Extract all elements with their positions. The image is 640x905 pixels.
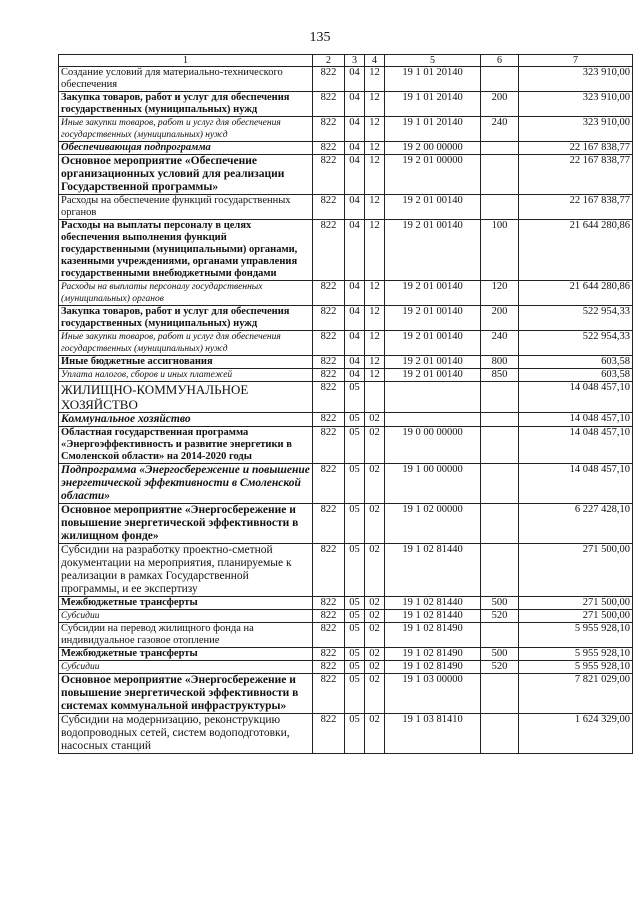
row-section-code: 05 (345, 623, 365, 648)
row-name-cell: Расходы на выплаты персоналу в целях обеспечения выполнения функций государственными (муниципальными) органами, казенными учреждениями, органами управления государственными внебюджетными фондами (59, 220, 313, 281)
row-amount: 603,58 (519, 356, 633, 369)
row-subsection-code: 12 (365, 220, 385, 281)
row-name-cell: Основное мероприятие «Обеспечение организационных условий для реализации Государственной программы» (59, 155, 313, 195)
row-section-code: 04 (345, 306, 365, 331)
row-subsection-code: 02 (365, 714, 385, 754)
row-expense-type-code (481, 623, 519, 648)
row-section-code: 04 (345, 142, 365, 155)
header-col-6: 6 (481, 55, 519, 67)
row-ministry-code: 822 (313, 544, 345, 597)
row-ministry-code: 822 (313, 67, 345, 92)
row-name-cell: Основное мероприятие «Энергосбережение и повышение энергетической эффективности в жилищном фонде» (59, 504, 313, 544)
table-row (59, 92, 633, 117)
row-section-code: 04 (345, 220, 365, 281)
row-amount: 22 167 838,77 (519, 195, 633, 220)
row-amount: 5 955 928,10 (519, 648, 633, 661)
row-name-cell: Создание условий для материально-технического обеспечения (59, 67, 313, 92)
row-expense-type-code (481, 427, 519, 464)
row-name-cell: Субсидии (59, 661, 313, 674)
row-section-code: 05 (345, 544, 365, 597)
row-ministry-code: 822 (313, 356, 345, 369)
row-ministry-code: 822 (313, 195, 345, 220)
row-subsection-code: 12 (365, 67, 385, 92)
row-subsection-code: 02 (365, 544, 385, 597)
row-section-code: 05 (345, 382, 365, 413)
row-section-code: 04 (345, 67, 365, 92)
table-row (59, 597, 633, 610)
header-col-7: 7 (519, 55, 633, 67)
row-name-cell: Субсидии на разработку проектно-сметной документации на мероприятия, планируемые к реализации в рамках Государственной программы, и ее экспертизу (59, 544, 313, 597)
row-name-cell: Обеспечивающая подпрограмма (59, 142, 313, 155)
row-target-code: 19 1 02 81440 (385, 610, 481, 623)
header-col-3: 3 (345, 55, 365, 67)
row-expense-type-code (481, 464, 519, 504)
row-name-cell: Расходы на выплаты персоналу государственных (муниципальных) органов (59, 281, 313, 306)
row-subsection-code: 12 (365, 155, 385, 195)
table-row (59, 427, 633, 464)
row-target-code: 19 1 03 00000 (385, 674, 481, 714)
row-amount: 522 954,33 (519, 331, 633, 356)
row-section-code: 04 (345, 92, 365, 117)
row-amount: 603,58 (519, 369, 633, 382)
row-subsection-code: 02 (365, 674, 385, 714)
table-row (59, 413, 633, 427)
table-row (59, 195, 633, 220)
row-amount: 323 910,00 (519, 92, 633, 117)
row-name-cell: Иные закупки товаров, работ и услуг для обеспечения государственных (муниципальных) нужд (59, 117, 313, 142)
table-row (59, 623, 633, 648)
row-name-cell: Межбюджетные трансферты (59, 648, 313, 661)
row-target-code: 19 1 02 81440 (385, 597, 481, 610)
table-row (59, 382, 633, 413)
row-ministry-code: 822 (313, 142, 345, 155)
row-subsection-code: 02 (365, 623, 385, 648)
page-number: 135 (309, 30, 331, 45)
row-ministry-code: 822 (313, 623, 345, 648)
row-section-code: 05 (345, 504, 365, 544)
row-ministry-code: 822 (313, 610, 345, 623)
row-target-code: 19 1 01 20140 (385, 92, 481, 117)
row-section-code: 04 (345, 356, 365, 369)
row-amount: 14 048 457,10 (519, 413, 633, 427)
table-row (59, 306, 633, 331)
row-amount: 5 955 928,10 (519, 623, 633, 648)
row-expense-type-code (481, 504, 519, 544)
header-col-4: 4 (365, 55, 385, 67)
row-expense-type-code (481, 544, 519, 597)
row-target-code: 19 1 02 81490 (385, 623, 481, 648)
row-ministry-code: 822 (313, 92, 345, 117)
row-name-cell: Межбюджетные трансферты (59, 597, 313, 610)
row-target-code: 19 1 02 00000 (385, 504, 481, 544)
table-row (59, 544, 633, 597)
row-section-code: 04 (345, 331, 365, 356)
row-subsection-code: 12 (365, 331, 385, 356)
row-subsection-code: 02 (365, 504, 385, 544)
table-row (59, 220, 633, 281)
row-ministry-code: 822 (313, 306, 345, 331)
row-amount: 21 644 280,86 (519, 220, 633, 281)
row-amount: 323 910,00 (519, 117, 633, 142)
table-row (59, 142, 633, 155)
row-ministry-code: 822 (313, 382, 345, 413)
row-expense-type-code: 200 (481, 92, 519, 117)
row-target-code: 19 2 00 00000 (385, 142, 481, 155)
row-expense-type-code (481, 413, 519, 427)
table-row (59, 661, 633, 674)
row-ministry-code: 822 (313, 117, 345, 142)
row-section-code: 04 (345, 155, 365, 195)
row-target-code: 19 1 01 20140 (385, 67, 481, 92)
header-col-1: 1 (59, 55, 313, 67)
row-target-code: 19 1 02 81490 (385, 648, 481, 661)
row-ministry-code: 822 (313, 597, 345, 610)
header-col-5: 5 (385, 55, 481, 67)
row-target-code: 19 2 01 00140 (385, 369, 481, 382)
row-amount: 14 048 457,10 (519, 464, 633, 504)
row-ministry-code: 822 (313, 413, 345, 427)
row-amount: 271 500,00 (519, 610, 633, 623)
table-row (59, 648, 633, 661)
row-ministry-code: 822 (313, 369, 345, 382)
row-amount: 271 500,00 (519, 597, 633, 610)
row-ministry-code: 822 (313, 674, 345, 714)
row-amount: 21 644 280,86 (519, 281, 633, 306)
row-section-code: 05 (345, 413, 365, 427)
row-expense-type-code: 520 (481, 610, 519, 623)
row-subsection-code: 02 (365, 427, 385, 464)
row-expense-type-code: 520 (481, 661, 519, 674)
row-ministry-code: 822 (313, 464, 345, 504)
row-name-cell: Субсидии на модернизацию, реконструкцию водопроводных сетей, систем водоподготовки, насосных станций (59, 714, 313, 754)
table-row (59, 155, 633, 195)
row-expense-type-code (481, 714, 519, 754)
row-target-code (385, 413, 481, 427)
row-target-code: 19 2 01 00140 (385, 281, 481, 306)
table-row (59, 117, 633, 142)
row-target-code: 19 2 01 00140 (385, 331, 481, 356)
row-expense-type-code: 240 (481, 117, 519, 142)
row-section-code: 04 (345, 195, 365, 220)
row-ministry-code: 822 (313, 331, 345, 356)
row-expense-type-code: 500 (481, 597, 519, 610)
row-subsection-code: 02 (365, 597, 385, 610)
row-subsection-code: 12 (365, 281, 385, 306)
row-amount: 7 821 029,00 (519, 674, 633, 714)
row-expense-type-code: 120 (481, 281, 519, 306)
row-section-code: 05 (345, 714, 365, 754)
row-amount: 5 955 928,10 (519, 661, 633, 674)
row-section-code: 04 (345, 369, 365, 382)
row-subsection-code: 02 (365, 648, 385, 661)
table-row (59, 67, 633, 92)
row-amount: 1 624 329,00 (519, 714, 633, 754)
row-section-code: 05 (345, 610, 365, 623)
row-ministry-code: 822 (313, 661, 345, 674)
row-ministry-code: 822 (313, 281, 345, 306)
row-name-cell: Закупка товаров, работ и услуг для обеспечения государственных (муниципальных) нужд (59, 92, 313, 117)
row-expense-type-code (481, 674, 519, 714)
row-expense-type-code: 500 (481, 648, 519, 661)
row-amount: 6 227 428,10 (519, 504, 633, 544)
row-target-code (385, 382, 481, 413)
budget-table (58, 54, 633, 754)
row-subsection-code: 12 (365, 195, 385, 220)
table-row (59, 504, 633, 544)
row-name-cell: Субсидии (59, 610, 313, 623)
row-amount: 22 167 838,77 (519, 155, 633, 195)
row-target-code: 19 2 01 00140 (385, 195, 481, 220)
row-amount: 14 048 457,10 (519, 427, 633, 464)
row-expense-type-code: 100 (481, 220, 519, 281)
table-header-row (59, 55, 633, 67)
row-subsection-code: 02 (365, 413, 385, 427)
row-ministry-code: 822 (313, 427, 345, 464)
row-expense-type-code: 200 (481, 306, 519, 331)
row-name-cell: Субсидии на перевод жилищного фонда на индивидуальное газовое отопление (59, 623, 313, 648)
row-expense-type-code: 240 (481, 331, 519, 356)
row-expense-type-code (481, 67, 519, 92)
row-expense-type-code (481, 382, 519, 413)
row-expense-type-code (481, 142, 519, 155)
row-target-code: 19 1 02 81440 (385, 544, 481, 597)
row-ministry-code: 822 (313, 155, 345, 195)
row-expense-type-code: 800 (481, 356, 519, 369)
row-subsection-code: 12 (365, 92, 385, 117)
table-row (59, 464, 633, 504)
row-section-code: 04 (345, 117, 365, 142)
row-amount: 323 910,00 (519, 67, 633, 92)
row-section-code: 05 (345, 661, 365, 674)
row-amount: 22 167 838,77 (519, 142, 633, 155)
row-ministry-code: 822 (313, 648, 345, 661)
row-section-code: 04 (345, 281, 365, 306)
row-amount: 271 500,00 (519, 544, 633, 597)
row-section-code: 05 (345, 464, 365, 504)
row-name-cell: Расходы на обеспечение функций государственных органов (59, 195, 313, 220)
row-name-cell: Иные бюджетные ассигнования (59, 356, 313, 369)
table-row (59, 610, 633, 623)
row-subsection-code: 12 (365, 117, 385, 142)
row-subsection-code: 12 (365, 369, 385, 382)
table-row (59, 331, 633, 356)
row-amount: 14 048 457,10 (519, 382, 633, 413)
row-target-code: 19 1 00 00000 (385, 464, 481, 504)
row-expense-type-code (481, 195, 519, 220)
table-row (59, 356, 633, 369)
row-subsection-code: 02 (365, 610, 385, 623)
row-target-code: 19 1 01 20140 (385, 117, 481, 142)
row-subsection-code: 12 (365, 306, 385, 331)
row-section-code: 05 (345, 648, 365, 661)
row-target-code: 19 1 02 81490 (385, 661, 481, 674)
row-amount: 522 954,33 (519, 306, 633, 331)
row-target-code: 19 2 01 00140 (385, 356, 481, 369)
row-name-cell: Уплата налогов, сборов и иных платежей (59, 369, 313, 382)
row-subsection-code: 12 (365, 142, 385, 155)
row-ministry-code: 822 (313, 220, 345, 281)
row-ministry-code: 822 (313, 714, 345, 754)
row-subsection-code: 12 (365, 356, 385, 369)
row-name-cell: Подпрограмма «Энергосбережение и повышение энергетической эффективности в Смоленской области» (59, 464, 313, 504)
row-subsection-code: 02 (365, 661, 385, 674)
row-name-cell: Основное мероприятие «Энергосбережение и повышение энергетической эффективности в системах коммунальной инфраструктуры» (59, 674, 313, 714)
row-target-code: 19 1 03 81410 (385, 714, 481, 754)
row-name-cell: Закупка товаров, работ и услуг для обеспечения государственных (муниципальных) нужд (59, 306, 313, 331)
row-section-code: 05 (345, 674, 365, 714)
row-target-code: 19 2 01 00140 (385, 220, 481, 281)
row-section-code: 05 (345, 597, 365, 610)
row-subsection-code: 02 (365, 464, 385, 504)
row-name-cell: Областная государственная программа «Энергоэффективность и развитие энергетики в Смоленской области» на 2014-2020 годы (59, 427, 313, 464)
header-col-2: 2 (313, 55, 345, 67)
row-subsection-code (365, 382, 385, 413)
table-row (59, 674, 633, 714)
table-row (59, 281, 633, 306)
row-target-code: 19 2 01 00140 (385, 306, 481, 331)
row-name-cell: ЖИЛИЩНО-КОММУНАЛЬНОЕ ХОЗЯЙСТВО (59, 382, 313, 413)
table-row (59, 369, 633, 382)
row-section-code: 05 (345, 427, 365, 464)
row-ministry-code: 822 (313, 504, 345, 544)
row-name-cell: Иные закупки товаров, работ и услуг для обеспечения государственных (муниципальных) нужд (59, 331, 313, 356)
table-row (59, 714, 633, 754)
row-target-code: 19 2 01 00000 (385, 155, 481, 195)
row-name-cell: Коммунальное хозяйство (59, 413, 313, 427)
row-target-code: 19 0 00 00000 (385, 427, 481, 464)
row-expense-type-code: 850 (481, 369, 519, 382)
row-expense-type-code (481, 155, 519, 195)
